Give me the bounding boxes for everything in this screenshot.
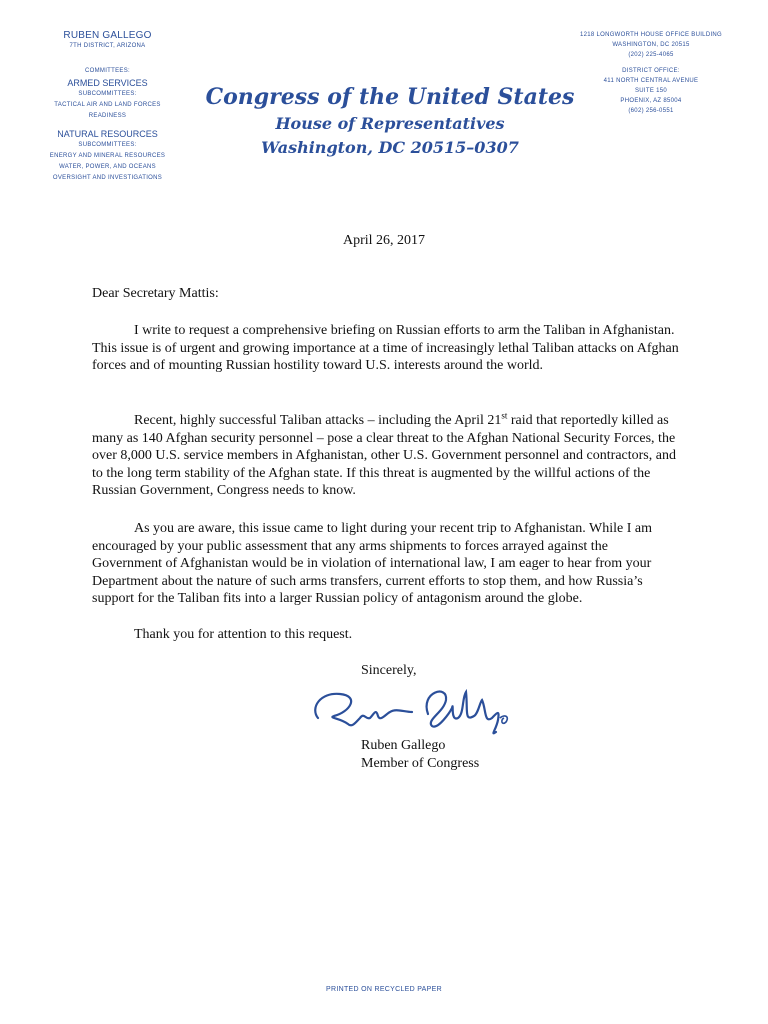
signer-name: Ruben Gallego xyxy=(361,738,446,753)
signer-title: Member of Congress xyxy=(361,756,480,771)
committee-armed-services: ARMED SERVICES xyxy=(67,78,148,88)
subcommittee-readiness: READINESS xyxy=(88,113,127,119)
heading-congress: Congress of the United States xyxy=(205,84,575,110)
dc-address-line1: 1218 LONGWORTH HOUSE OFFICE BUILDING xyxy=(579,32,723,38)
letterhead-heading xyxy=(200,82,580,160)
ordinal-suffix: st xyxy=(501,410,508,421)
paragraph-2 xyxy=(92,412,680,500)
salutation: Dear Secretary Mattis: xyxy=(92,286,219,301)
committees-label: COMMITTEES: xyxy=(85,68,130,74)
paragraph-2-start: Recent, highly successful Taliban attacks – including the April 21 xyxy=(134,413,502,428)
subcommittees-label-1: SUBCOMMITTEES: xyxy=(78,91,137,97)
district-address-line2: SUITE 150 xyxy=(634,88,668,94)
paragraph-3: As you are aware, this issue came to light during your recent trip to Afghanistan. While I am encouraged by your public assessment that any arms shipments to forces arrayed against the Government of Afghanistan would be in violation of international law, I am eager to hear from your Department about the nature of such arms transfers, current efforts to stop them, and how Russia’s support for the Taliban fits into a larger Russian policy of antagonism around the globe. xyxy=(92,521,652,607)
paragraph-4: Thank you for attention to this request. xyxy=(134,627,353,642)
closing: Sincerely, xyxy=(361,663,417,678)
recycled-paper-note: PRINTED ON RECYCLED PAPER xyxy=(326,986,442,993)
district-phone: (602) 256-0551 xyxy=(628,108,674,114)
subcommittee-water: WATER, POWER, AND OCEANS xyxy=(59,164,156,170)
subcommittee-oversight: OVERSIGHT AND INVESTIGATIONS xyxy=(52,175,163,181)
committee-natural-resources: NATURAL RESOURCES xyxy=(57,129,158,139)
signer-block xyxy=(361,737,479,773)
letter-date: April 26, 2017 xyxy=(342,233,426,248)
subcommittee-energy: ENERGY AND MINERAL RESOURCES xyxy=(49,153,166,159)
heading-address: Washington, DC 20515–0307 xyxy=(261,138,519,157)
paragraph-1: I write to request a comprehensive briefing on Russian efforts to arm the Taliban in Afghanistan. This issue is of urgent and growing importance at a time of increasingly lethal Taliban attacks on Afghan forces and of mounting Russian hostility toward U.S. interests around the world. xyxy=(92,323,679,374)
dc-phone: (202) 225-4065 xyxy=(628,52,674,58)
member-name: RUBEN GALLEGO xyxy=(63,30,152,41)
paragraph-2-rest: raid that reportedly killed as many as 140 Afghan security personnel – pose a clear threat to the Afghan National Security Forces, the over 8,000 U.S. service members in Afghanistan, other U.S. Government personnel and contractors, and to the long term stability of the Afghan state. If this threat is augmented by the willful actions of the Russian Government, Congress needs to know. xyxy=(92,413,676,499)
subcommittee-tactical-air: TACTICAL AIR AND LAND FORCES xyxy=(54,102,161,108)
member-district: 7TH DISTRICT, ARIZONA xyxy=(69,43,146,49)
letterhead-right xyxy=(566,30,736,116)
district-office-label: DISTRICT OFFICE: xyxy=(622,68,680,74)
district-address-line3: PHOENIX, AZ 85004 xyxy=(620,98,682,104)
district-address-line1: 411 NORTH CENTRAL AVENUE xyxy=(603,78,699,84)
subcommittees-label-2: SUBCOMMITTEES: xyxy=(78,142,137,148)
letterhead-left xyxy=(30,30,185,184)
signature-image xyxy=(300,678,515,738)
dc-address-line2: WASHINGTON, DC 20515 xyxy=(612,42,690,48)
heading-house: House of Representatives xyxy=(275,114,505,133)
